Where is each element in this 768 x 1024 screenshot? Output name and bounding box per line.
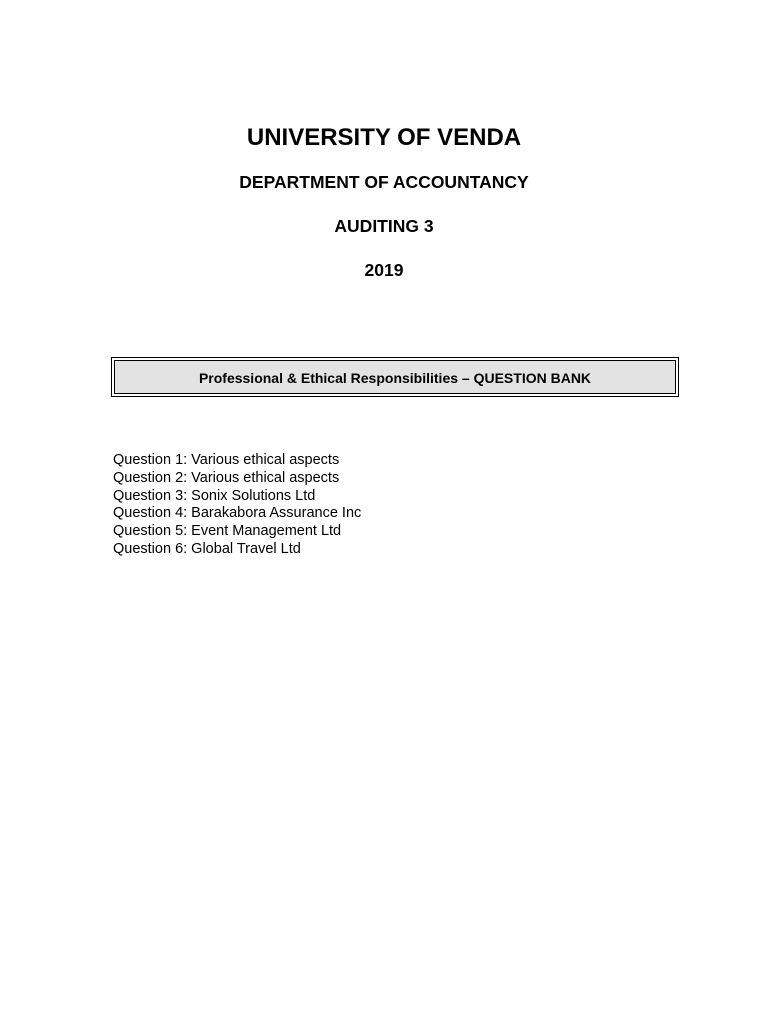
question-item-6: Question 6: Global Travel Ltd	[113, 540, 301, 557]
question-item-3: Question 3: Sonix Solutions Ltd	[113, 487, 316, 504]
course-title: AUDITING 3	[334, 216, 434, 236]
question-bank-title: Professional & Ethical Responsibilities – QUESTION BANK	[198, 369, 592, 386]
question-item-4: Question 4: Barakabora Assurance Inc	[113, 505, 362, 522]
department-title: DEPARTMENT OF ACCOUNTANCY	[239, 172, 529, 192]
question-bank-banner-inner	[114, 360, 676, 394]
question-item-1: Question 1: Various ethical aspects	[113, 452, 340, 468]
question-item-2: Question 2: Various ethical aspects	[113, 469, 340, 486]
question-bank-banner	[111, 357, 679, 397]
university-title: UNIVERSITY OF VENDA	[246, 124, 522, 151]
question-item-5: Question 5: Event Management Ltd	[113, 523, 342, 540]
year-label: 2019	[364, 260, 404, 280]
question-list	[113, 452, 361, 559]
